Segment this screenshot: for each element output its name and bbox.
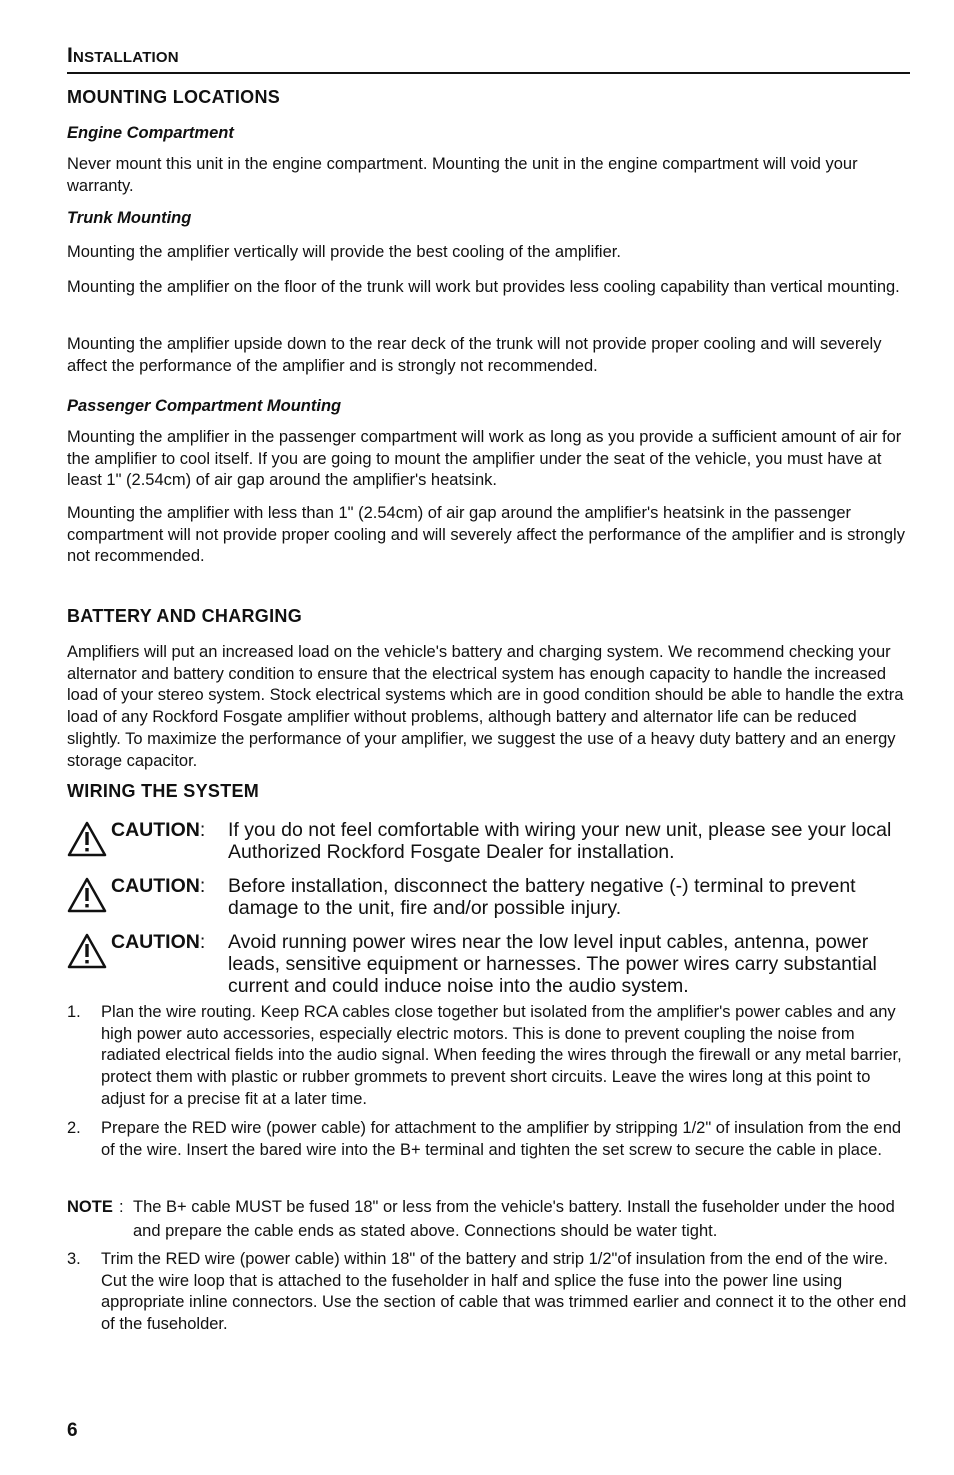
wiring-heading: WIRING THE SYSTEM: [67, 781, 260, 801]
caution-block: [67, 931, 910, 1001]
mounting-heading: MOUNTING LOCATIONS: [67, 87, 281, 107]
caution-label: [111, 819, 205, 842]
battery-text: Amplifiers will put an increased load on the vehicle's battery and charging system. We recommend checking your alternator and battery condition to ensure that the electrical system has enough capacity to handle the increased load of your stereo system. Stock electrical systems which are in good condition should be able to handle the extra load of any Rockford Fosgate amplifier without problems, although battery and alternator life can be reduced slightly. To maximize the performance of your amplifier, we suggest the use of a heavy duty battery and an energy storage capacitor.: [67, 643, 904, 770]
caution-block: [67, 819, 910, 879]
warning-triangle-icon: [67, 821, 107, 857]
engine-text: Never mount this unit in the engine compartment. Mounting the unit in the engine compartment will void your warranty.: [67, 155, 858, 195]
trunk-paragraph-2: Mounting the amplifier on the floor of the trunk will work but provides less cooling capability than vertical mounting.: [67, 278, 900, 296]
caution-label-text: CAUTION: [111, 931, 200, 953]
section-header: [67, 44, 910, 74]
trunk-paragraph-1: Mounting the amplifier vertically will provide the best cooling of the amplifier.: [67, 243, 621, 261]
battery-heading: BATTERY AND CHARGING: [67, 606, 302, 626]
note-label: NOTE: [67, 1198, 113, 1216]
passenger-paragraph-2: Mounting the amplifier with less than 1" (2.54cm) of air gap around the amplifier's heatsink in the passenger compartment will not provide proper cooling and will severely affect the performance of the amplifier and is strongly not recommended.: [67, 504, 905, 566]
list-item-text: Prepare the RED wire (power cable) for attachment to the amplifier by stripping 1/2" of insulation from the end of the wire. Insert the bared wire into the B+ terminal and tighten the set screw to secure the cable in place.: [101, 1119, 902, 1159]
list-item-number: 1.: [67, 1003, 81, 1021]
caution-label: [111, 931, 205, 954]
caution-label-text: CAUTION: [111, 875, 200, 897]
list-item-number: 2.: [67, 1119, 81, 1137]
caution-text: If you do not feel comfortable with wiring your new unit, please see your local Authorized Rockford Fosgate Dealer for installation.: [228, 819, 892, 863]
trunk-heading: Trunk Mounting: [67, 209, 192, 227]
caution-block: [67, 875, 910, 935]
caution-colon: :: [199, 931, 206, 953]
caution-colon: :: [199, 819, 206, 841]
list-item-number: 3.: [67, 1250, 81, 1268]
passenger-paragraph-1: Mounting the amplifier in the passenger compartment will work as long as you provide a sufficient amount of air for the amplifier to cool itself. If you are going to mount the amplifier under the seat of the vehicle, you must have at least 1" (2.54cm) of air gap around the amplifier's heatsink.: [67, 428, 902, 490]
caution-text: Avoid running power wires near the low level input cables, antenna, power leads, sensitive equipment or harnesses. The power wires carry substantial current and could induce noise into the audio system.: [228, 931, 877, 997]
section-title: Installation: [67, 44, 179, 67]
caution-label-text: CAUTION: [111, 819, 200, 841]
page-number: 6: [67, 1420, 78, 1441]
caution-colon: :: [199, 875, 206, 897]
trunk-paragraph-3: Mounting the amplifier upside down to the rear deck of the trunk will not provide proper cooling and will severely affect the performance of the amplifier and is strongly not recommended.: [67, 335, 882, 375]
passenger-heading: Passenger Compartment Mounting: [67, 397, 342, 415]
warning-triangle-icon: [67, 877, 107, 913]
list-item-text: Plan the wire routing. Keep RCA cables close together but isolated from the amplifier's power cables and any high power auto accessories, especially electric motors. This is done to prevent coupling the noise from radiated electrical fields into the audio signal. When feeding the wires through the firewall or any metal barrier, protect them with plastic or rubber grommets to prevent short circuits. Leave the wires long at this point to adjust for a precise fit at a later time.: [101, 1003, 902, 1108]
warning-triangle-icon: [67, 933, 107, 969]
caution-text: Before installation, disconnect the battery negative (-) terminal to prevent damage to the unit, fire and/or possible injury.: [228, 875, 856, 919]
list-item-text: Trim the RED wire (power cable) within 18" of the battery and strip 1/2"of insulation from the end of the wire. Cut the wire loop that is attached to the fuseholder in half and splice the fuse into the power line using appropriate inline connectors. Use the section of cable that was trimmed earlier and connect it to the other end of the fuseholder.: [101, 1250, 907, 1334]
note-text: The B+ cable MUST be fused 18" or less from the vehicle's battery. Install the fuseholder under the hood and prepare the cable ends as stated above. Connections should be water tight.: [133, 1198, 895, 1240]
note-colon: :: [119, 1198, 124, 1216]
engine-heading: Engine Compartment: [67, 124, 234, 142]
caution-label: [111, 875, 205, 898]
